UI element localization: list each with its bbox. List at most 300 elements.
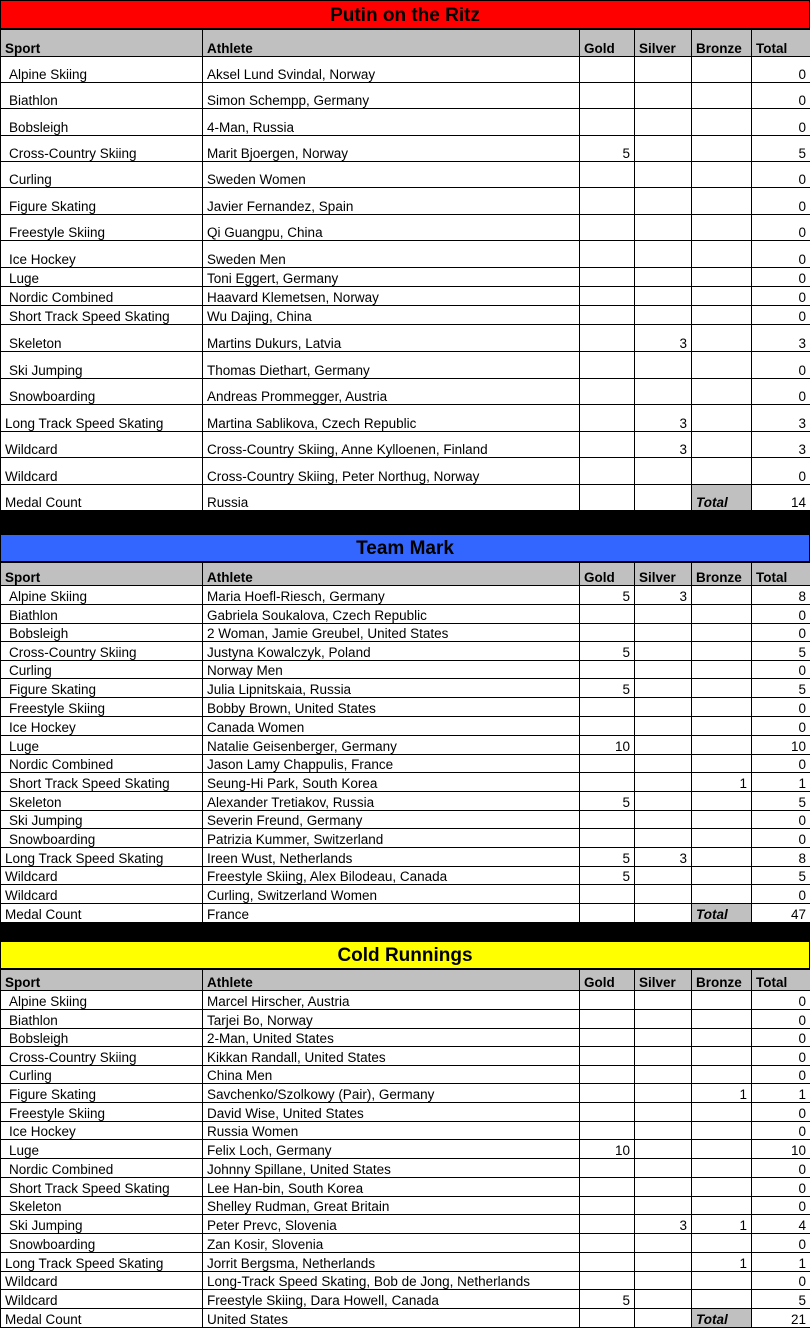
empty-cell (580, 485, 635, 511)
sport-cell: Wildcard (1, 1290, 203, 1309)
gold-cell (580, 405, 635, 432)
empty-cell (635, 904, 692, 923)
bronze-cell (692, 792, 752, 811)
total-cell: 0 (752, 57, 810, 83)
total-label: Total (692, 1309, 752, 1328)
sport-cell: Biathlon (1, 605, 203, 624)
bronze-cell: 1 (692, 1253, 752, 1272)
athlete-cell: Andreas Prommegger, Austria (203, 379, 580, 405)
gold-cell: 5 (580, 1290, 635, 1309)
table-row (1, 755, 810, 773)
gold-cell (580, 352, 635, 379)
medal-count-label: Medal Count (1, 1309, 203, 1328)
sport-cell: Ice Hockey (1, 241, 203, 268)
total-cell: 8 (752, 586, 810, 605)
sport-cell: Luge (1, 268, 203, 287)
table-row (1, 1178, 810, 1197)
gold-cell (580, 1215, 635, 1234)
sport-cell: Bobsleigh (1, 624, 203, 642)
gold-cell (580, 287, 635, 306)
gold-cell (580, 605, 635, 624)
silver-cell (635, 379, 692, 405)
total-cell: 5 (752, 867, 810, 885)
athlete-cell: Ireen Wust, Netherlands (203, 848, 580, 867)
silver-cell: 3 (635, 848, 692, 867)
gold-cell: 5 (580, 136, 635, 162)
sport-cell: Ski Jumping (1, 1215, 203, 1234)
silver-cell (635, 188, 692, 215)
medal-count-label: Medal Count (1, 904, 203, 923)
sport-cell: Biathlon (1, 1010, 203, 1029)
bronze-cell (692, 1197, 752, 1215)
total-label: Total (692, 904, 752, 923)
silver-cell: 3 (635, 405, 692, 432)
table-row (1, 1253, 810, 1272)
gold-cell: 10 (580, 736, 635, 755)
sport-cell: Figure Skating (1, 1084, 203, 1103)
table-row (1, 1047, 810, 1066)
athlete-cell: Sweden Men (203, 241, 580, 268)
silver-cell (635, 136, 692, 162)
bronze-cell (692, 1122, 752, 1140)
table-row (1, 241, 810, 268)
silver-cell (635, 1159, 692, 1178)
sport-cell: Biathlon (1, 83, 203, 109)
empty-cell (635, 1309, 692, 1328)
silver-cell (635, 736, 692, 755)
gold-cell: 5 (580, 792, 635, 811)
sport-cell: Luge (1, 736, 203, 755)
gold-cell: 5 (580, 642, 635, 661)
sport-cell: Wildcard (1, 1272, 203, 1290)
athlete-cell: Justyna Kowalczyk, Poland (203, 642, 580, 661)
total-cell: 0 (752, 1010, 810, 1029)
table-row (1, 188, 810, 215)
silver-cell (635, 1122, 692, 1140)
total-cell: 10 (752, 1140, 810, 1159)
sport-cell: Alpine Skiing (1, 586, 203, 605)
bronze-cell (692, 405, 752, 432)
athlete-cell: Bobby Brown, United States (203, 698, 580, 717)
athlete-cell: Zan Kosir, Slovenia (203, 1234, 580, 1253)
sport-cell: Short Track Speed Skating (1, 773, 203, 792)
silver-cell (635, 83, 692, 109)
athlete-cell: 2 Woman, Jamie Greubel, United States (203, 624, 580, 642)
bronze-cell (692, 215, 752, 241)
bronze-cell (692, 991, 752, 1010)
table-row (1, 215, 810, 241)
total-cell: 0 (752, 352, 810, 379)
athlete-cell: 4-Man, Russia (203, 109, 580, 136)
bronze-cell (692, 83, 752, 109)
sport-cell: Alpine Skiing (1, 991, 203, 1010)
total-cell: 10 (752, 736, 810, 755)
bronze-cell (692, 1140, 752, 1159)
total-cell: 0 (752, 1178, 810, 1197)
silver-cell: 3 (635, 586, 692, 605)
table-row (1, 661, 810, 679)
athlete-cell: Aksel Lund Svindal, Norway (203, 57, 580, 83)
table-row (1, 432, 810, 458)
total-cell: 1 (752, 773, 810, 792)
silver-cell (635, 624, 692, 642)
silver-cell (635, 811, 692, 829)
column-header-sport: Sport (1, 30, 203, 57)
table-row (1, 1066, 810, 1084)
silver-cell (635, 1197, 692, 1215)
sport-cell: Ice Hockey (1, 1122, 203, 1140)
silver-cell (635, 1178, 692, 1197)
gold-cell (580, 268, 635, 287)
sport-cell: Snowboarding (1, 829, 203, 848)
sport-cell: Figure Skating (1, 679, 203, 698)
athlete-cell: Patrizia Kummer, Switzerland (203, 829, 580, 848)
sport-cell: Freestyle Skiing (1, 698, 203, 717)
athlete-cell: Thomas Diethart, Germany (203, 352, 580, 379)
gold-cell (580, 432, 635, 458)
silver-cell (635, 679, 692, 698)
sport-cell: Wildcard (1, 458, 203, 485)
bronze-cell (692, 1103, 752, 1122)
gold-cell (580, 885, 635, 904)
gold-cell (580, 325, 635, 352)
bronze-cell: 1 (692, 1215, 752, 1234)
athlete-cell: Jorrit Bergsma, Netherlands (203, 1253, 580, 1272)
bronze-cell (692, 432, 752, 458)
column-header-athlete: Athlete (203, 970, 580, 991)
sport-cell: Freestyle Skiing (1, 1103, 203, 1122)
gold-cell (580, 1122, 635, 1140)
silver-cell (635, 773, 692, 792)
header-row (1, 30, 810, 57)
gold-cell: 5 (580, 586, 635, 605)
sport-cell: Curling (1, 661, 203, 679)
column-header-silver: Silver (635, 563, 692, 586)
medal-count-label: Medal Count (1, 485, 203, 511)
athlete-cell: Cross-Country Skiing, Peter Northug, Norway (203, 458, 580, 485)
sport-cell: Long Track Speed Skating (1, 1253, 203, 1272)
gold-cell (580, 1253, 635, 1272)
silver-cell (635, 829, 692, 848)
athlete-cell: Kikkan Randall, United States (203, 1047, 580, 1066)
column-header-bronze: Bronze (692, 30, 752, 57)
bronze-cell (692, 325, 752, 352)
athlete-cell: Seung-Hi Park, South Korea (203, 773, 580, 792)
silver-cell (635, 755, 692, 773)
athlete-cell: Maria Hoefl-Riesch, Germany (203, 586, 580, 605)
medal-count-row (1, 1309, 810, 1328)
team-total: 21 (752, 1309, 810, 1328)
sport-cell: Wildcard (1, 867, 203, 885)
table-row (1, 306, 810, 325)
total-cell: 5 (752, 679, 810, 698)
total-cell: 0 (752, 698, 810, 717)
bronze-cell (692, 1047, 752, 1066)
athlete-cell: Freestyle Skiing, Dara Howell, Canada (203, 1290, 580, 1309)
sport-cell: Cross-Country Skiing (1, 642, 203, 661)
sport-cell: Snowboarding (1, 1234, 203, 1253)
gold-cell (580, 1197, 635, 1215)
silver-cell (635, 162, 692, 188)
table-row (1, 136, 810, 162)
table-row (1, 1290, 810, 1309)
silver-cell (635, 867, 692, 885)
total-cell: 5 (752, 1290, 810, 1309)
total-cell: 0 (752, 241, 810, 268)
sport-cell: Luge (1, 1140, 203, 1159)
athlete-cell: Marcel Hirscher, Austria (203, 991, 580, 1010)
silver-cell (635, 698, 692, 717)
silver-cell (635, 109, 692, 136)
silver-cell: 3 (635, 1215, 692, 1234)
gold-cell (580, 1159, 635, 1178)
table-row (1, 624, 810, 642)
sport-cell: Curling (1, 162, 203, 188)
athlete-cell: Savchenko/Szolkowy (Pair), Germany (203, 1084, 580, 1103)
athlete-cell: Jason Lamy Chappulis, France (203, 755, 580, 773)
silver-cell (635, 1253, 692, 1272)
table-row (1, 1122, 810, 1140)
total-cell: 8 (752, 848, 810, 867)
athlete-cell: Natalie Geisenberger, Germany (203, 736, 580, 755)
bronze-cell: 1 (692, 1084, 752, 1103)
table-row (1, 1272, 810, 1290)
column-header-athlete: Athlete (203, 30, 580, 57)
athlete-cell: Cross-Country Skiing, Anne Kylloenen, Finland (203, 432, 580, 458)
gold-cell (580, 1234, 635, 1253)
sport-cell: Ski Jumping (1, 811, 203, 829)
sport-cell: Bobsleigh (1, 109, 203, 136)
gold-cell (580, 215, 635, 241)
bronze-cell (692, 755, 752, 773)
total-cell: 0 (752, 1159, 810, 1178)
sport-cell: Freestyle Skiing (1, 215, 203, 241)
gold-cell: 5 (580, 848, 635, 867)
gold-cell (580, 661, 635, 679)
bronze-cell (692, 379, 752, 405)
athlete-cell: Toni Eggert, Germany (203, 268, 580, 287)
bronze-cell (692, 848, 752, 867)
gold-cell (580, 188, 635, 215)
silver-cell (635, 885, 692, 904)
silver-cell (635, 1103, 692, 1122)
athlete-cell: Qi Guangpu, China (203, 215, 580, 241)
team-total: 14 (752, 485, 810, 511)
athlete-cell: Long-Track Speed Skating, Bob de Jong, Netherlands (203, 1272, 580, 1290)
bronze-cell (692, 1066, 752, 1084)
bronze-cell (692, 57, 752, 83)
table-row (1, 1197, 810, 1215)
sport-cell: Nordic Combined (1, 755, 203, 773)
athlete-cell: Norway Men (203, 661, 580, 679)
total-cell: 0 (752, 885, 810, 904)
gold-cell (580, 773, 635, 792)
table-row (1, 109, 810, 136)
sport-cell: Skeleton (1, 1197, 203, 1215)
athlete-cell: Russia Women (203, 1122, 580, 1140)
gold-cell (580, 379, 635, 405)
medal-count-country: United States (203, 1309, 580, 1328)
empty-cell (635, 485, 692, 511)
table-row (1, 642, 810, 661)
total-cell: 0 (752, 188, 810, 215)
athlete-cell: Gabriela Soukalova, Czech Republic (203, 605, 580, 624)
silver-cell (635, 661, 692, 679)
athlete-cell: Canada Women (203, 717, 580, 736)
athlete-cell: Shelley Rudman, Great Britain (203, 1197, 580, 1215)
bronze-cell (692, 698, 752, 717)
bronze-cell (692, 241, 752, 268)
sport-cell: Skeleton (1, 325, 203, 352)
total-cell: 3 (752, 405, 810, 432)
sport-cell: Bobsleigh (1, 1029, 203, 1047)
gold-cell (580, 1272, 635, 1290)
athlete-cell: 2-Man, United States (203, 1029, 580, 1047)
column-header-silver: Silver (635, 970, 692, 991)
sport-cell: Wildcard (1, 885, 203, 904)
table-row (1, 325, 810, 352)
table-row (1, 773, 810, 792)
gold-cell (580, 698, 635, 717)
total-cell: 0 (752, 1029, 810, 1047)
medal-table (0, 969, 810, 1328)
table-row (1, 1215, 810, 1234)
athlete-cell: China Men (203, 1066, 580, 1084)
gold-cell (580, 1066, 635, 1084)
total-cell: 0 (752, 605, 810, 624)
total-cell: 0 (752, 755, 810, 773)
silver-cell (635, 306, 692, 325)
total-cell: 0 (752, 991, 810, 1010)
athlete-cell: Tarjei Bo, Norway (203, 1010, 580, 1029)
bronze-cell (692, 717, 752, 736)
silver-cell (635, 605, 692, 624)
bronze-cell (692, 306, 752, 325)
bronze-cell (692, 736, 752, 755)
sport-cell: Ski Jumping (1, 352, 203, 379)
column-header-total: Total (752, 30, 810, 57)
table-row (1, 1159, 810, 1178)
gold-cell: 5 (580, 679, 635, 698)
bronze-cell (692, 605, 752, 624)
total-cell: 0 (752, 829, 810, 848)
athlete-cell: Martins Dukurs, Latvia (203, 325, 580, 352)
athlete-cell: Simon Schempp, Germany (203, 83, 580, 109)
silver-cell (635, 1010, 692, 1029)
table-row (1, 1029, 810, 1047)
athlete-cell: Sweden Women (203, 162, 580, 188)
bronze-cell (692, 661, 752, 679)
gold-cell (580, 1103, 635, 1122)
column-header-athlete: Athlete (203, 563, 580, 586)
column-header-total: Total (752, 970, 810, 991)
total-cell: 5 (752, 642, 810, 661)
silver-cell: 3 (635, 325, 692, 352)
total-cell: 3 (752, 325, 810, 352)
bronze-cell (692, 458, 752, 485)
athlete-cell: Felix Loch, Germany (203, 1140, 580, 1159)
total-cell: 1 (752, 1084, 810, 1103)
silver-cell (635, 287, 692, 306)
sport-cell: Cross-Country Skiing (1, 136, 203, 162)
bronze-cell (692, 1234, 752, 1253)
total-cell: 4 (752, 1215, 810, 1234)
sport-cell: Ice Hockey (1, 717, 203, 736)
medal-count-country: France (203, 904, 580, 923)
table-row (1, 586, 810, 605)
silver-cell (635, 1234, 692, 1253)
total-cell: 0 (752, 379, 810, 405)
table-row (1, 605, 810, 624)
total-cell: 0 (752, 1066, 810, 1084)
table-row (1, 162, 810, 188)
silver-cell (635, 717, 692, 736)
table-row (1, 867, 810, 885)
total-cell: 0 (752, 458, 810, 485)
table-row (1, 829, 810, 848)
table-row (1, 268, 810, 287)
medal-table (0, 562, 810, 923)
bronze-cell (692, 162, 752, 188)
bronze-cell (692, 885, 752, 904)
gold-cell (580, 109, 635, 136)
bronze-cell (692, 642, 752, 661)
table-row (1, 885, 810, 904)
bronze-cell (692, 624, 752, 642)
total-cell: 0 (752, 109, 810, 136)
table-row (1, 458, 810, 485)
table-row (1, 405, 810, 432)
sport-cell: Short Track Speed Skating (1, 1178, 203, 1197)
bronze-cell (692, 352, 752, 379)
sport-cell: Wildcard (1, 432, 203, 458)
medal-table (0, 29, 810, 511)
team-title: Team Mark (0, 534, 810, 562)
total-cell: 0 (752, 215, 810, 241)
total-cell: 0 (752, 1272, 810, 1290)
silver-cell (635, 642, 692, 661)
column-header-gold: Gold (580, 563, 635, 586)
total-cell: 0 (752, 1047, 810, 1066)
header-row (1, 970, 810, 991)
column-header-sport: Sport (1, 563, 203, 586)
table-row (1, 991, 810, 1010)
gold-cell: 10 (580, 1140, 635, 1159)
bronze-cell (692, 1290, 752, 1309)
total-cell: 0 (752, 1197, 810, 1215)
table-row (1, 811, 810, 829)
table-row (1, 1140, 810, 1159)
gold-cell (580, 458, 635, 485)
athlete-cell: Freestyle Skiing, Alex Bilodeau, Canada (203, 867, 580, 885)
bronze-cell (692, 829, 752, 848)
silver-cell (635, 458, 692, 485)
table-row (1, 679, 810, 698)
silver-cell: 3 (635, 432, 692, 458)
silver-cell (635, 1029, 692, 1047)
team-section (0, 941, 810, 1328)
gold-cell (580, 811, 635, 829)
silver-cell (635, 1084, 692, 1103)
total-label: Total (692, 485, 752, 511)
bronze-cell (692, 1178, 752, 1197)
table-row (1, 379, 810, 405)
empty-cell (580, 904, 635, 923)
bronze-cell (692, 679, 752, 698)
column-header-gold: Gold (580, 30, 635, 57)
team-title: Cold Runnings (0, 941, 810, 969)
athlete-cell: Curling, Switzerland Women (203, 885, 580, 904)
